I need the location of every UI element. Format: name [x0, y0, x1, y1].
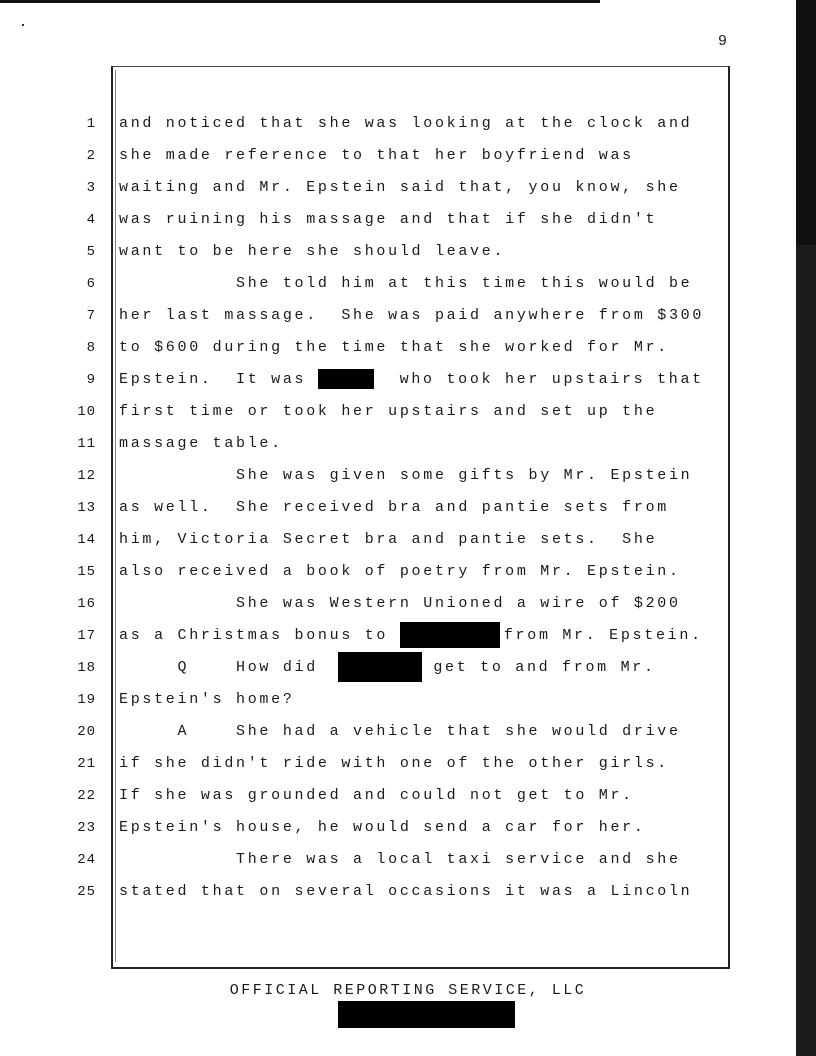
line-number: 19	[77, 692, 96, 708]
transcript-line	[0, 460, 796, 492]
line-text: to $600 during the time that she worked for Mr.	[119, 339, 669, 356]
transcript-line	[0, 748, 796, 780]
transcript-line	[0, 300, 796, 332]
transcript-line	[0, 428, 796, 460]
scan-edge	[796, 245, 816, 1056]
line-number: 9	[86, 372, 96, 388]
transcript-line	[0, 620, 796, 652]
line-text: she made reference to that her boyfriend was	[119, 147, 634, 164]
line-text: as well. She received bra and pantie sets from	[119, 499, 669, 516]
line-number: 6	[86, 276, 96, 292]
transcript-line	[0, 396, 796, 428]
line-number: 4	[86, 212, 96, 228]
line-text-after: who took her upstairs that	[387, 371, 704, 388]
redaction-box	[338, 652, 422, 682]
line-text: her last massage. She was paid anywhere from $300	[119, 307, 705, 324]
redaction-box	[338, 1001, 515, 1028]
line-text: A She had a vehicle that she would drive	[119, 723, 681, 740]
reporter-footer: OFFICIAL REPORTING SERVICE, LLC	[229, 982, 587, 999]
line-number: 8	[86, 340, 96, 356]
line-text-before: Epstein. It was	[119, 371, 318, 388]
transcript-line	[0, 652, 796, 684]
transcript-line	[0, 364, 796, 396]
line-text: first time or took her upstairs and set up the	[119, 403, 658, 420]
line-text: Epstein's home?	[119, 691, 295, 708]
transcript-line	[0, 556, 796, 588]
transcript-line	[0, 332, 796, 364]
transcript-line	[0, 268, 796, 300]
line-number: 18	[77, 660, 96, 676]
line-text: If she was grounded and could not get to Mr.	[119, 787, 634, 804]
line-number: 25	[77, 884, 96, 900]
line-text: him, Victoria Secret bra and pantie sets. She	[119, 531, 658, 548]
line-text: She told him at this time this would be	[119, 275, 693, 292]
line-text: if she didn't ride with one of the other girls.	[119, 755, 669, 772]
transcript-line	[0, 524, 796, 556]
transcript-line	[0, 876, 796, 908]
redaction-box	[400, 622, 500, 648]
transcript-line	[0, 108, 796, 140]
line-number: 17	[77, 628, 96, 644]
line-text: waiting and Mr. Epstein said that, you know, she	[119, 179, 681, 196]
transcript-line	[0, 780, 796, 812]
line-number: 21	[77, 756, 96, 772]
page-number: 9	[718, 33, 728, 50]
line-number: 1	[86, 116, 96, 132]
transcript-line	[0, 492, 796, 524]
line-text: massage table.	[119, 435, 283, 452]
transcript-line	[0, 588, 796, 620]
line-number: 5	[86, 244, 96, 260]
line-text: want to be here she should leave.	[119, 243, 506, 260]
line-number: 22	[77, 788, 96, 804]
line-number: 12	[77, 468, 96, 484]
line-text: She was given some gifts by Mr. Epstein	[119, 467, 693, 484]
line-number: 23	[77, 820, 96, 836]
line-number: 13	[77, 500, 96, 516]
line-text-after: from Mr. Epstein.	[503, 627, 703, 644]
transcript-line	[0, 716, 796, 748]
line-text: also received a book of poetry from Mr. Epstein.	[119, 563, 681, 580]
line-number: 10	[77, 404, 96, 420]
line-text	[119, 620, 703, 652]
line-text-before: as a Christmas bonus to	[119, 627, 400, 644]
line-number: 2	[86, 148, 96, 164]
line-text: There was a local taxi service and she	[119, 851, 681, 868]
transcript-line	[0, 172, 796, 204]
scan-speck	[22, 24, 24, 26]
line-text: was ruining his massage and that if she didn't	[119, 211, 658, 228]
line-number: 11	[77, 436, 96, 452]
line-text-after: get to and from Mr.	[421, 659, 656, 676]
line-number: 16	[77, 596, 96, 612]
transcript-line	[0, 204, 796, 236]
line-text: Epstein's house, he would send a car for her.	[119, 819, 646, 836]
transcript-line	[0, 236, 796, 268]
line-text: She was Western Unioned a wire of $200	[119, 595, 681, 612]
line-number: 15	[77, 564, 96, 580]
line-text	[119, 652, 656, 684]
redaction-box	[318, 369, 374, 389]
scan-edge	[796, 0, 816, 245]
transcript-line	[0, 140, 796, 172]
transcript-line	[0, 684, 796, 716]
line-text: and noticed that she was looking at the clock and	[119, 115, 693, 132]
scan-top-rule	[0, 0, 600, 3]
line-number: 7	[86, 308, 96, 324]
line-number: 3	[86, 180, 96, 196]
line-number: 14	[77, 532, 96, 548]
line-text: stated that on several occasions it was a Lincoln	[119, 883, 693, 900]
line-text-before: Q How did	[119, 659, 330, 676]
line-number: 20	[77, 724, 96, 740]
transcript-line	[0, 812, 796, 844]
line-number: 24	[77, 852, 96, 868]
line-text	[119, 364, 704, 396]
transcript-line	[0, 844, 796, 876]
